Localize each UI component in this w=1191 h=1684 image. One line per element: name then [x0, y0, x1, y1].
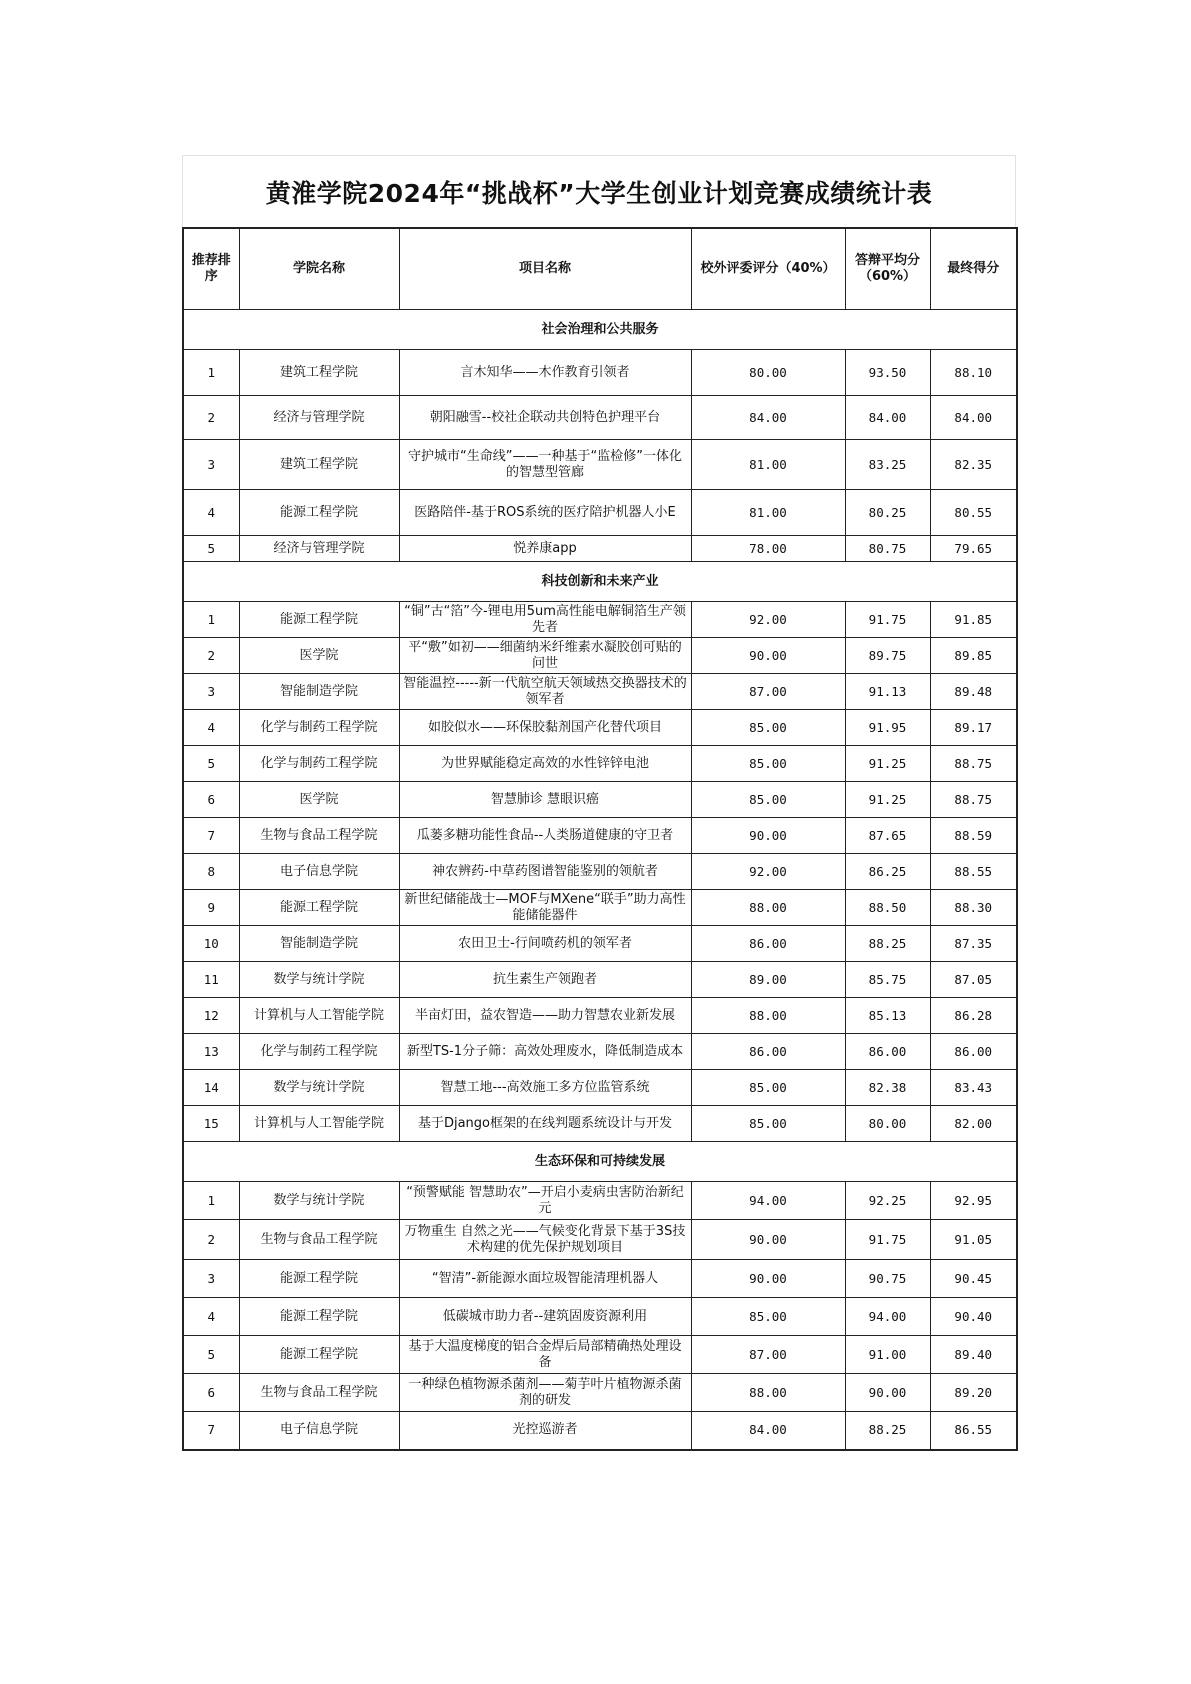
external-score-cell: 85.00: [691, 1070, 845, 1106]
table-row: [183, 1106, 1017, 1142]
defense-score-cell: 90.00: [845, 1374, 930, 1412]
college-cell: 能源工程学院: [239, 602, 399, 638]
external-score-cell: 85.00: [691, 746, 845, 782]
college-cell: 智能制造学院: [239, 674, 399, 710]
final-score-cell: 79.65: [930, 536, 1017, 562]
project-cell: “铜”古“箔”今-锂电用5um高性能电解铜箔生产领先者: [399, 602, 691, 638]
final-score-cell: 84.00: [930, 396, 1017, 440]
defense-score-cell: 80.25: [845, 490, 930, 536]
score-sheet: [182, 155, 1016, 1451]
table-row: [183, 490, 1017, 536]
project-cell: 抗生素生产领跑者: [399, 962, 691, 998]
section-name: 科技创新和未来产业: [183, 562, 1017, 602]
rank-cell: 10: [183, 926, 239, 962]
rank-cell: 6: [183, 1374, 239, 1412]
header-external-score: 校外评委评分（40%）: [691, 228, 845, 310]
project-cell: 智能温控-----新一代航空航天领域热交换器技术的领军者: [399, 674, 691, 710]
college-cell: 计算机与人工智能学院: [239, 1106, 399, 1142]
table-header-row: [183, 228, 1017, 310]
final-score-cell: 90.45: [930, 1260, 1017, 1298]
defense-score-cell: 91.00: [845, 1336, 930, 1374]
project-cell: 守护城市“生命线”——一种基于“监检修”一体化的智慧型管廊: [399, 440, 691, 490]
final-score-cell: 91.05: [930, 1220, 1017, 1260]
college-cell: 能源工程学院: [239, 490, 399, 536]
final-score-cell: 89.20: [930, 1374, 1017, 1412]
rank-cell: 3: [183, 1260, 239, 1298]
table-row: [183, 1412, 1017, 1450]
defense-score-cell: 87.65: [845, 818, 930, 854]
external-score-cell: 81.00: [691, 490, 845, 536]
section-name: 生态环保和可持续发展: [183, 1142, 1017, 1182]
table-row: [183, 890, 1017, 926]
defense-score-cell: 91.13: [845, 674, 930, 710]
rank-cell: 3: [183, 440, 239, 490]
rank-cell: 15: [183, 1106, 239, 1142]
external-score-cell: 90.00: [691, 638, 845, 674]
project-cell: 朝阳融雪--校社企联动共创特色护理平台: [399, 396, 691, 440]
college-cell: 生物与食品工程学院: [239, 1374, 399, 1412]
table-row: [183, 782, 1017, 818]
defense-score-cell: 85.13: [845, 998, 930, 1034]
rank-cell: 9: [183, 890, 239, 926]
project-cell: “预警赋能 智慧助农”—开启小麦病虫害防治新纪元: [399, 1182, 691, 1220]
table-row: [183, 1260, 1017, 1298]
score-table: [182, 227, 1018, 1451]
project-cell: 瓜蒌多糖功能性食品--人类肠道健康的守卫者: [399, 818, 691, 854]
table-row: [183, 926, 1017, 962]
college-cell: 化学与制药工程学院: [239, 710, 399, 746]
college-cell: 能源工程学院: [239, 1336, 399, 1374]
project-cell: 新型TS-1分子筛：高效处理废水，降低制造成本: [399, 1034, 691, 1070]
college-cell: 化学与制药工程学院: [239, 746, 399, 782]
table-row: [183, 1220, 1017, 1260]
final-score-cell: 88.59: [930, 818, 1017, 854]
section-header-row: [183, 310, 1017, 350]
external-score-cell: 80.00: [691, 350, 845, 396]
project-cell: 万物重生 自然之光——气候变化背景下基于3S技术构建的优先保护规划项目: [399, 1220, 691, 1260]
external-score-cell: 85.00: [691, 1298, 845, 1336]
final-score-cell: 83.43: [930, 1070, 1017, 1106]
final-score-cell: 88.75: [930, 746, 1017, 782]
defense-score-cell: 80.00: [845, 1106, 930, 1142]
external-score-cell: 86.00: [691, 926, 845, 962]
rank-cell: 6: [183, 782, 239, 818]
page-title: 黄淮学院2024年“挑战杯”大学生创业计划竞赛成绩统计表: [265, 178, 933, 208]
defense-score-cell: 88.25: [845, 1412, 930, 1450]
defense-score-cell: 88.25: [845, 926, 930, 962]
college-cell: 经济与管理学院: [239, 536, 399, 562]
project-cell: 光控巡游者: [399, 1412, 691, 1450]
rank-cell: 7: [183, 818, 239, 854]
rank-cell: 13: [183, 1034, 239, 1070]
defense-score-cell: 91.25: [845, 782, 930, 818]
college-cell: 数学与统计学院: [239, 962, 399, 998]
external-score-cell: 85.00: [691, 710, 845, 746]
table-row: [183, 1034, 1017, 1070]
rank-cell: 4: [183, 710, 239, 746]
college-cell: 化学与制药工程学院: [239, 1034, 399, 1070]
table-row: [183, 1182, 1017, 1220]
defense-score-cell: 91.95: [845, 710, 930, 746]
college-cell: 生物与食品工程学院: [239, 818, 399, 854]
rank-cell: 5: [183, 536, 239, 562]
rank-cell: 4: [183, 490, 239, 536]
external-score-cell: 88.00: [691, 998, 845, 1034]
defense-score-cell: 80.75: [845, 536, 930, 562]
final-score-cell: 86.55: [930, 1412, 1017, 1450]
rank-cell: 14: [183, 1070, 239, 1106]
defense-score-cell: 90.75: [845, 1260, 930, 1298]
external-score-cell: 88.00: [691, 890, 845, 926]
project-cell: 神农辨药-中草药图谱智能鉴别的领航者: [399, 854, 691, 890]
project-cell: 智慧肺诊 慧眼识癌: [399, 782, 691, 818]
college-cell: 计算机与人工智能学院: [239, 998, 399, 1034]
external-score-cell: 86.00: [691, 1034, 845, 1070]
defense-score-cell: 91.75: [845, 602, 930, 638]
defense-score-cell: 92.25: [845, 1182, 930, 1220]
final-score-cell: 88.30: [930, 890, 1017, 926]
project-cell: 平“敷”如初——细菌纳米纤维素水凝胶创可贴的问世: [399, 638, 691, 674]
external-score-cell: 94.00: [691, 1182, 845, 1220]
college-cell: 智能制造学院: [239, 926, 399, 962]
title-box: [182, 155, 1016, 227]
table-body: [183, 310, 1017, 1450]
table-row: [183, 854, 1017, 890]
college-cell: 能源工程学院: [239, 1260, 399, 1298]
table-row: [183, 440, 1017, 490]
rank-cell: 11: [183, 962, 239, 998]
rank-cell: 1: [183, 350, 239, 396]
project-cell: 一种绿色植物源杀菌剂——菊芋叶片植物源杀菌剂的研发: [399, 1374, 691, 1412]
project-cell: 智慧工地---高效施工多方位监管系统: [399, 1070, 691, 1106]
external-score-cell: 92.00: [691, 854, 845, 890]
defense-score-cell: 93.50: [845, 350, 930, 396]
table-row: [183, 1070, 1017, 1106]
external-score-cell: 81.00: [691, 440, 845, 490]
college-cell: 建筑工程学院: [239, 350, 399, 396]
rank-cell: 8: [183, 854, 239, 890]
final-score-cell: 86.28: [930, 998, 1017, 1034]
final-score-cell: 92.95: [930, 1182, 1017, 1220]
final-score-cell: 82.35: [930, 440, 1017, 490]
final-score-cell: 89.48: [930, 674, 1017, 710]
college-cell: 电子信息学院: [239, 854, 399, 890]
defense-score-cell: 94.00: [845, 1298, 930, 1336]
project-cell: 医路陪伴-基于ROS系统的医疗陪护机器人小E: [399, 490, 691, 536]
project-cell: 悦养康app: [399, 536, 691, 562]
project-cell: 基于Django框架的在线判题系统设计与开发: [399, 1106, 691, 1142]
final-score-cell: 86.00: [930, 1034, 1017, 1070]
external-score-cell: 85.00: [691, 1106, 845, 1142]
table-row: [183, 1298, 1017, 1336]
table-row: [183, 1374, 1017, 1412]
rank-cell: 7: [183, 1412, 239, 1450]
project-cell: “智清”-新能源水面垃圾智能清理机器人: [399, 1260, 691, 1298]
defense-score-cell: 91.75: [845, 1220, 930, 1260]
final-score-cell: 88.55: [930, 854, 1017, 890]
rank-cell: 4: [183, 1298, 239, 1336]
external-score-cell: 85.00: [691, 782, 845, 818]
final-score-cell: 82.00: [930, 1106, 1017, 1142]
header-project: 项目名称: [399, 228, 691, 310]
rank-cell: 2: [183, 638, 239, 674]
table-row: [183, 818, 1017, 854]
project-cell: 言木知华——木作教育引领者: [399, 350, 691, 396]
project-cell: 半亩灯田，益农智造——助力智慧农业新发展: [399, 998, 691, 1034]
table-row: [183, 536, 1017, 562]
college-cell: 医学院: [239, 782, 399, 818]
final-score-cell: 89.40: [930, 1336, 1017, 1374]
table-row: [183, 998, 1017, 1034]
college-cell: 能源工程学院: [239, 890, 399, 926]
section-header-row: [183, 1142, 1017, 1182]
section-header-row: [183, 562, 1017, 602]
defense-score-cell: 91.25: [845, 746, 930, 782]
external-score-cell: 84.00: [691, 396, 845, 440]
college-cell: 数学与统计学院: [239, 1070, 399, 1106]
external-score-cell: 78.00: [691, 536, 845, 562]
table-row: [183, 746, 1017, 782]
defense-score-cell: 86.00: [845, 1034, 930, 1070]
final-score-cell: 88.10: [930, 350, 1017, 396]
table-row: [183, 350, 1017, 396]
college-cell: 经济与管理学院: [239, 396, 399, 440]
defense-score-cell: 85.75: [845, 962, 930, 998]
rank-cell: 2: [183, 396, 239, 440]
header-college: 学院名称: [239, 228, 399, 310]
table-row: [183, 1336, 1017, 1374]
rank-cell: 5: [183, 1336, 239, 1374]
project-cell: 低碳城市助力者--建筑固废资源利用: [399, 1298, 691, 1336]
section-name: 社会治理和公共服务: [183, 310, 1017, 350]
final-score-cell: 89.17: [930, 710, 1017, 746]
external-score-cell: 89.00: [691, 962, 845, 998]
header-rank: 推荐排序: [183, 228, 239, 310]
external-score-cell: 87.00: [691, 1336, 845, 1374]
final-score-cell: 91.85: [930, 602, 1017, 638]
header-defense-score: 答辩平均分（60%）: [845, 228, 930, 310]
project-cell: 为世界赋能稳定高效的水性锌锌电池: [399, 746, 691, 782]
college-cell: 建筑工程学院: [239, 440, 399, 490]
rank-cell: 5: [183, 746, 239, 782]
final-score-cell: 80.55: [930, 490, 1017, 536]
table-row: [183, 396, 1017, 440]
external-score-cell: 92.00: [691, 602, 845, 638]
table-row: [183, 962, 1017, 998]
defense-score-cell: 83.25: [845, 440, 930, 490]
defense-score-cell: 88.50: [845, 890, 930, 926]
college-cell: 数学与统计学院: [239, 1182, 399, 1220]
final-score-cell: 88.75: [930, 782, 1017, 818]
defense-score-cell: 84.00: [845, 396, 930, 440]
rank-cell: 3: [183, 674, 239, 710]
project-cell: 基于大温度梯度的铝合金焊后局部精确热处理设备: [399, 1336, 691, 1374]
external-score-cell: 90.00: [691, 818, 845, 854]
rank-cell: 1: [183, 602, 239, 638]
final-score-cell: 87.35: [930, 926, 1017, 962]
rank-cell: 1: [183, 1182, 239, 1220]
table-row: [183, 602, 1017, 638]
header-final-score: 最终得分: [930, 228, 1017, 310]
project-cell: 新世纪储能战士—MOF与MXene“联手”助力高性能储能器件: [399, 890, 691, 926]
defense-score-cell: 89.75: [845, 638, 930, 674]
external-score-cell: 90.00: [691, 1260, 845, 1298]
defense-score-cell: 86.25: [845, 854, 930, 890]
external-score-cell: 88.00: [691, 1374, 845, 1412]
table-row: [183, 710, 1017, 746]
project-cell: 农田卫士-行间喷药机的领军者: [399, 926, 691, 962]
external-score-cell: 84.00: [691, 1412, 845, 1450]
final-score-cell: 90.40: [930, 1298, 1017, 1336]
rank-cell: 2: [183, 1220, 239, 1260]
college-cell: 医学院: [239, 638, 399, 674]
college-cell: 电子信息学院: [239, 1412, 399, 1450]
table-row: [183, 638, 1017, 674]
college-cell: 生物与食品工程学院: [239, 1220, 399, 1260]
college-cell: 能源工程学院: [239, 1298, 399, 1336]
project-cell: 如胶似水——环保胶黏剂国产化替代项目: [399, 710, 691, 746]
final-score-cell: 89.85: [930, 638, 1017, 674]
rank-cell: 12: [183, 998, 239, 1034]
final-score-cell: 87.05: [930, 962, 1017, 998]
table-row: [183, 674, 1017, 710]
external-score-cell: 90.00: [691, 1220, 845, 1260]
defense-score-cell: 82.38: [845, 1070, 930, 1106]
external-score-cell: 87.00: [691, 674, 845, 710]
